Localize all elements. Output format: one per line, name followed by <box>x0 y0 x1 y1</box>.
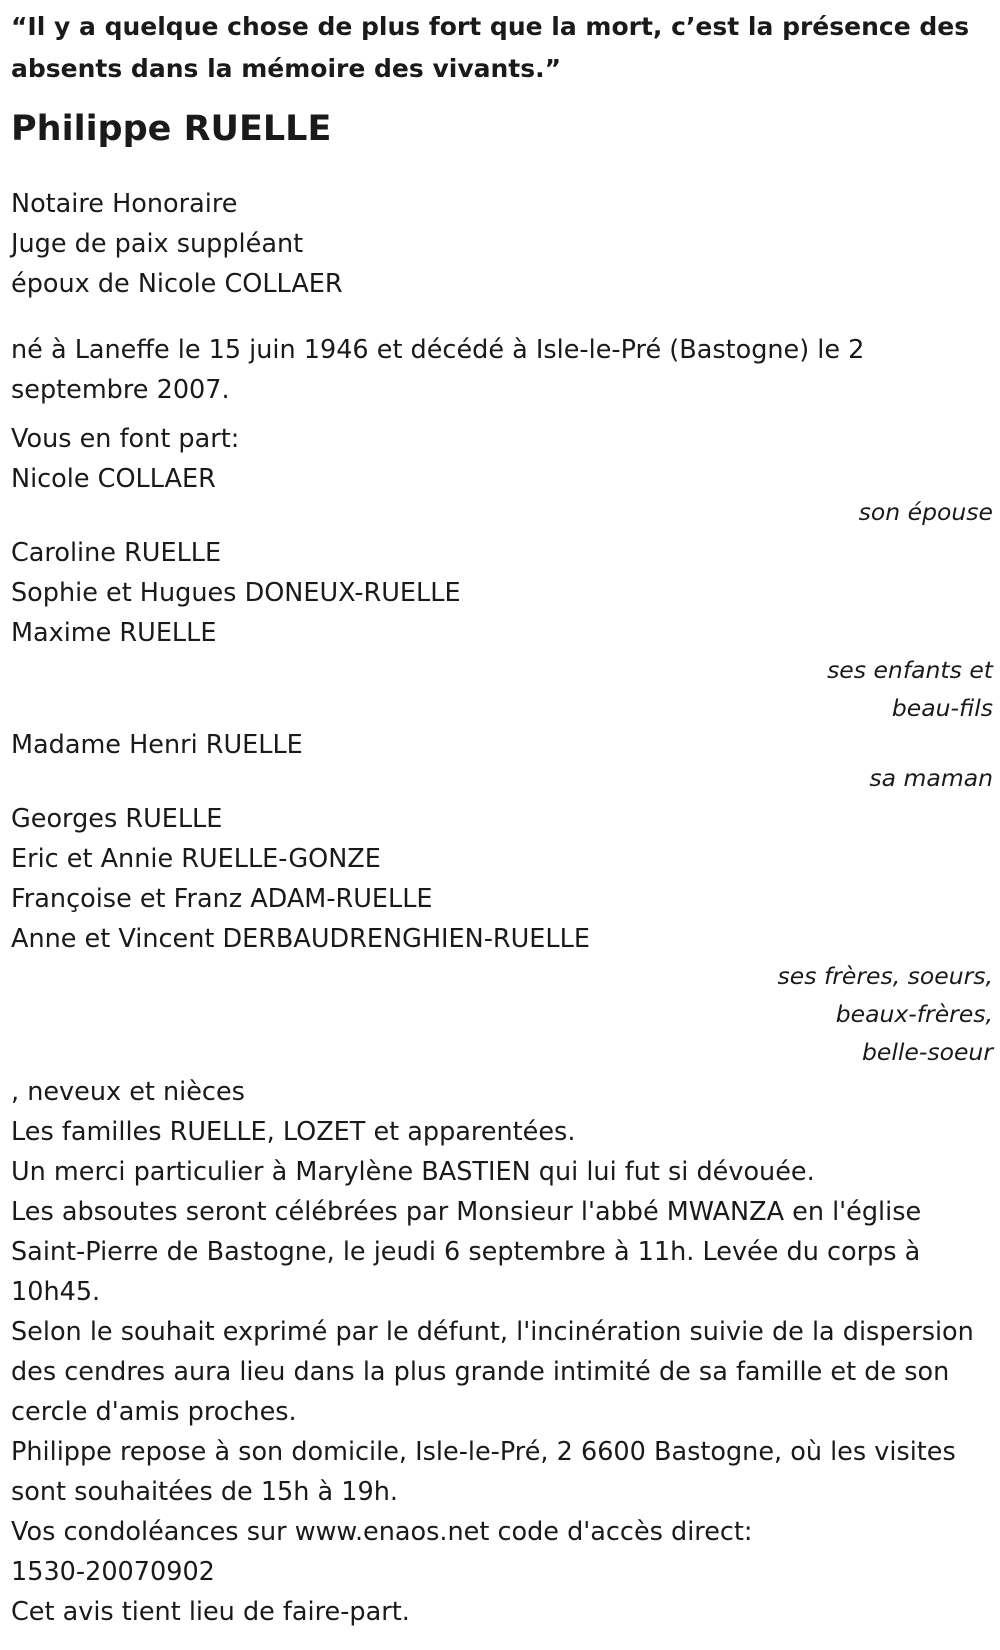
spouse-line: époux de Nicole COLLAER <box>11 269 343 299</box>
closing-note: Cet avis tient lieu de faire-part. <box>11 1597 410 1627</box>
thanks-line: Un merci particulier à Marylène BASTIEN qui lui fut si dévouée. <box>11 1157 815 1187</box>
relation-label: sa maman <box>869 764 993 792</box>
relation-label: beau-fils <box>891 694 993 722</box>
family-name: Georges RUELLE <box>11 804 223 834</box>
family-name: Sophie et Hugues DONEUX-RUELLE <box>11 578 461 608</box>
relation-label: beaux-frères, <box>835 1000 993 1028</box>
family-group-mother <box>11 725 993 792</box>
family-group-siblings <box>11 799 993 1072</box>
family-name: Anne et Vincent DERBAUDRENGHIEN-RUELLE <box>11 924 590 954</box>
title-line: Notaire Honoraire <box>11 189 238 219</box>
family-name: Nicole COLLAER <box>11 464 216 494</box>
relation-label: belle-soeur <box>861 1038 993 1066</box>
nephews-nieces-line: , neveux et nièces <box>11 1077 245 1107</box>
family-name: Maxime RUELLE <box>11 618 217 648</box>
family-name: Madame Henri RUELLE <box>11 730 303 760</box>
title-line: Juge de paix suppléant <box>11 229 304 259</box>
announcement-intro: Vous en font part: <box>11 424 240 454</box>
family-name: Eric et Annie RUELLE-GONZE <box>11 844 381 874</box>
families-line: Les familles RUELLE, LOZET et apparentées. <box>11 1117 576 1147</box>
condolences-text: Vos condoléances sur www.enaos.net code d'accès direct: 1530-20070902 <box>11 1517 753 1587</box>
titles-block <box>11 184 980 304</box>
family-name: Françoise et Franz ADAM-RUELLE <box>11 884 433 914</box>
epigraph-quote: “Il y a quelque chose de plus fort que la mort, c’est la présence des absents dans la mémoire des vivants.” <box>11 12 970 83</box>
relation-label: ses enfants et <box>827 656 993 684</box>
relation-label: ses frères, soeurs, <box>777 962 993 990</box>
closing-block <box>11 1072 980 1632</box>
deceased-name: Philippe RUELLE <box>11 109 332 149</box>
family-name: Caroline RUELLE <box>11 538 222 568</box>
visitation-text: Philippe repose à son domicile, Isle-le-Pré, 2 6600 Bastogne, où les visites sont souhaitées de 15h à 19h. <box>11 1437 956 1507</box>
birth-death-text: né à Laneffe le 15 juin 1946 et décédé à Isle-le-Pré (Bastogne) le 2 septembre 2007. <box>11 335 865 405</box>
family-group-spouse <box>11 459 993 526</box>
family-group-children <box>11 533 993 728</box>
cremation-text: Selon le souhait exprimé par le défunt, l'incinération suivie de la dispersion des cendres aura lieu dans la plus grande intimité de sa famille et de son cercle d'amis proches. <box>11 1317 974 1427</box>
ceremony-text: Les absoutes seront célébrées par Monsieur l'abbé MWANZA en l'église Saint-Pierre de Bastogne, le jeudi 6 septembre à 11h. Levée du corps à 10h45. <box>11 1197 922 1307</box>
relation-label: son épouse <box>858 498 993 526</box>
